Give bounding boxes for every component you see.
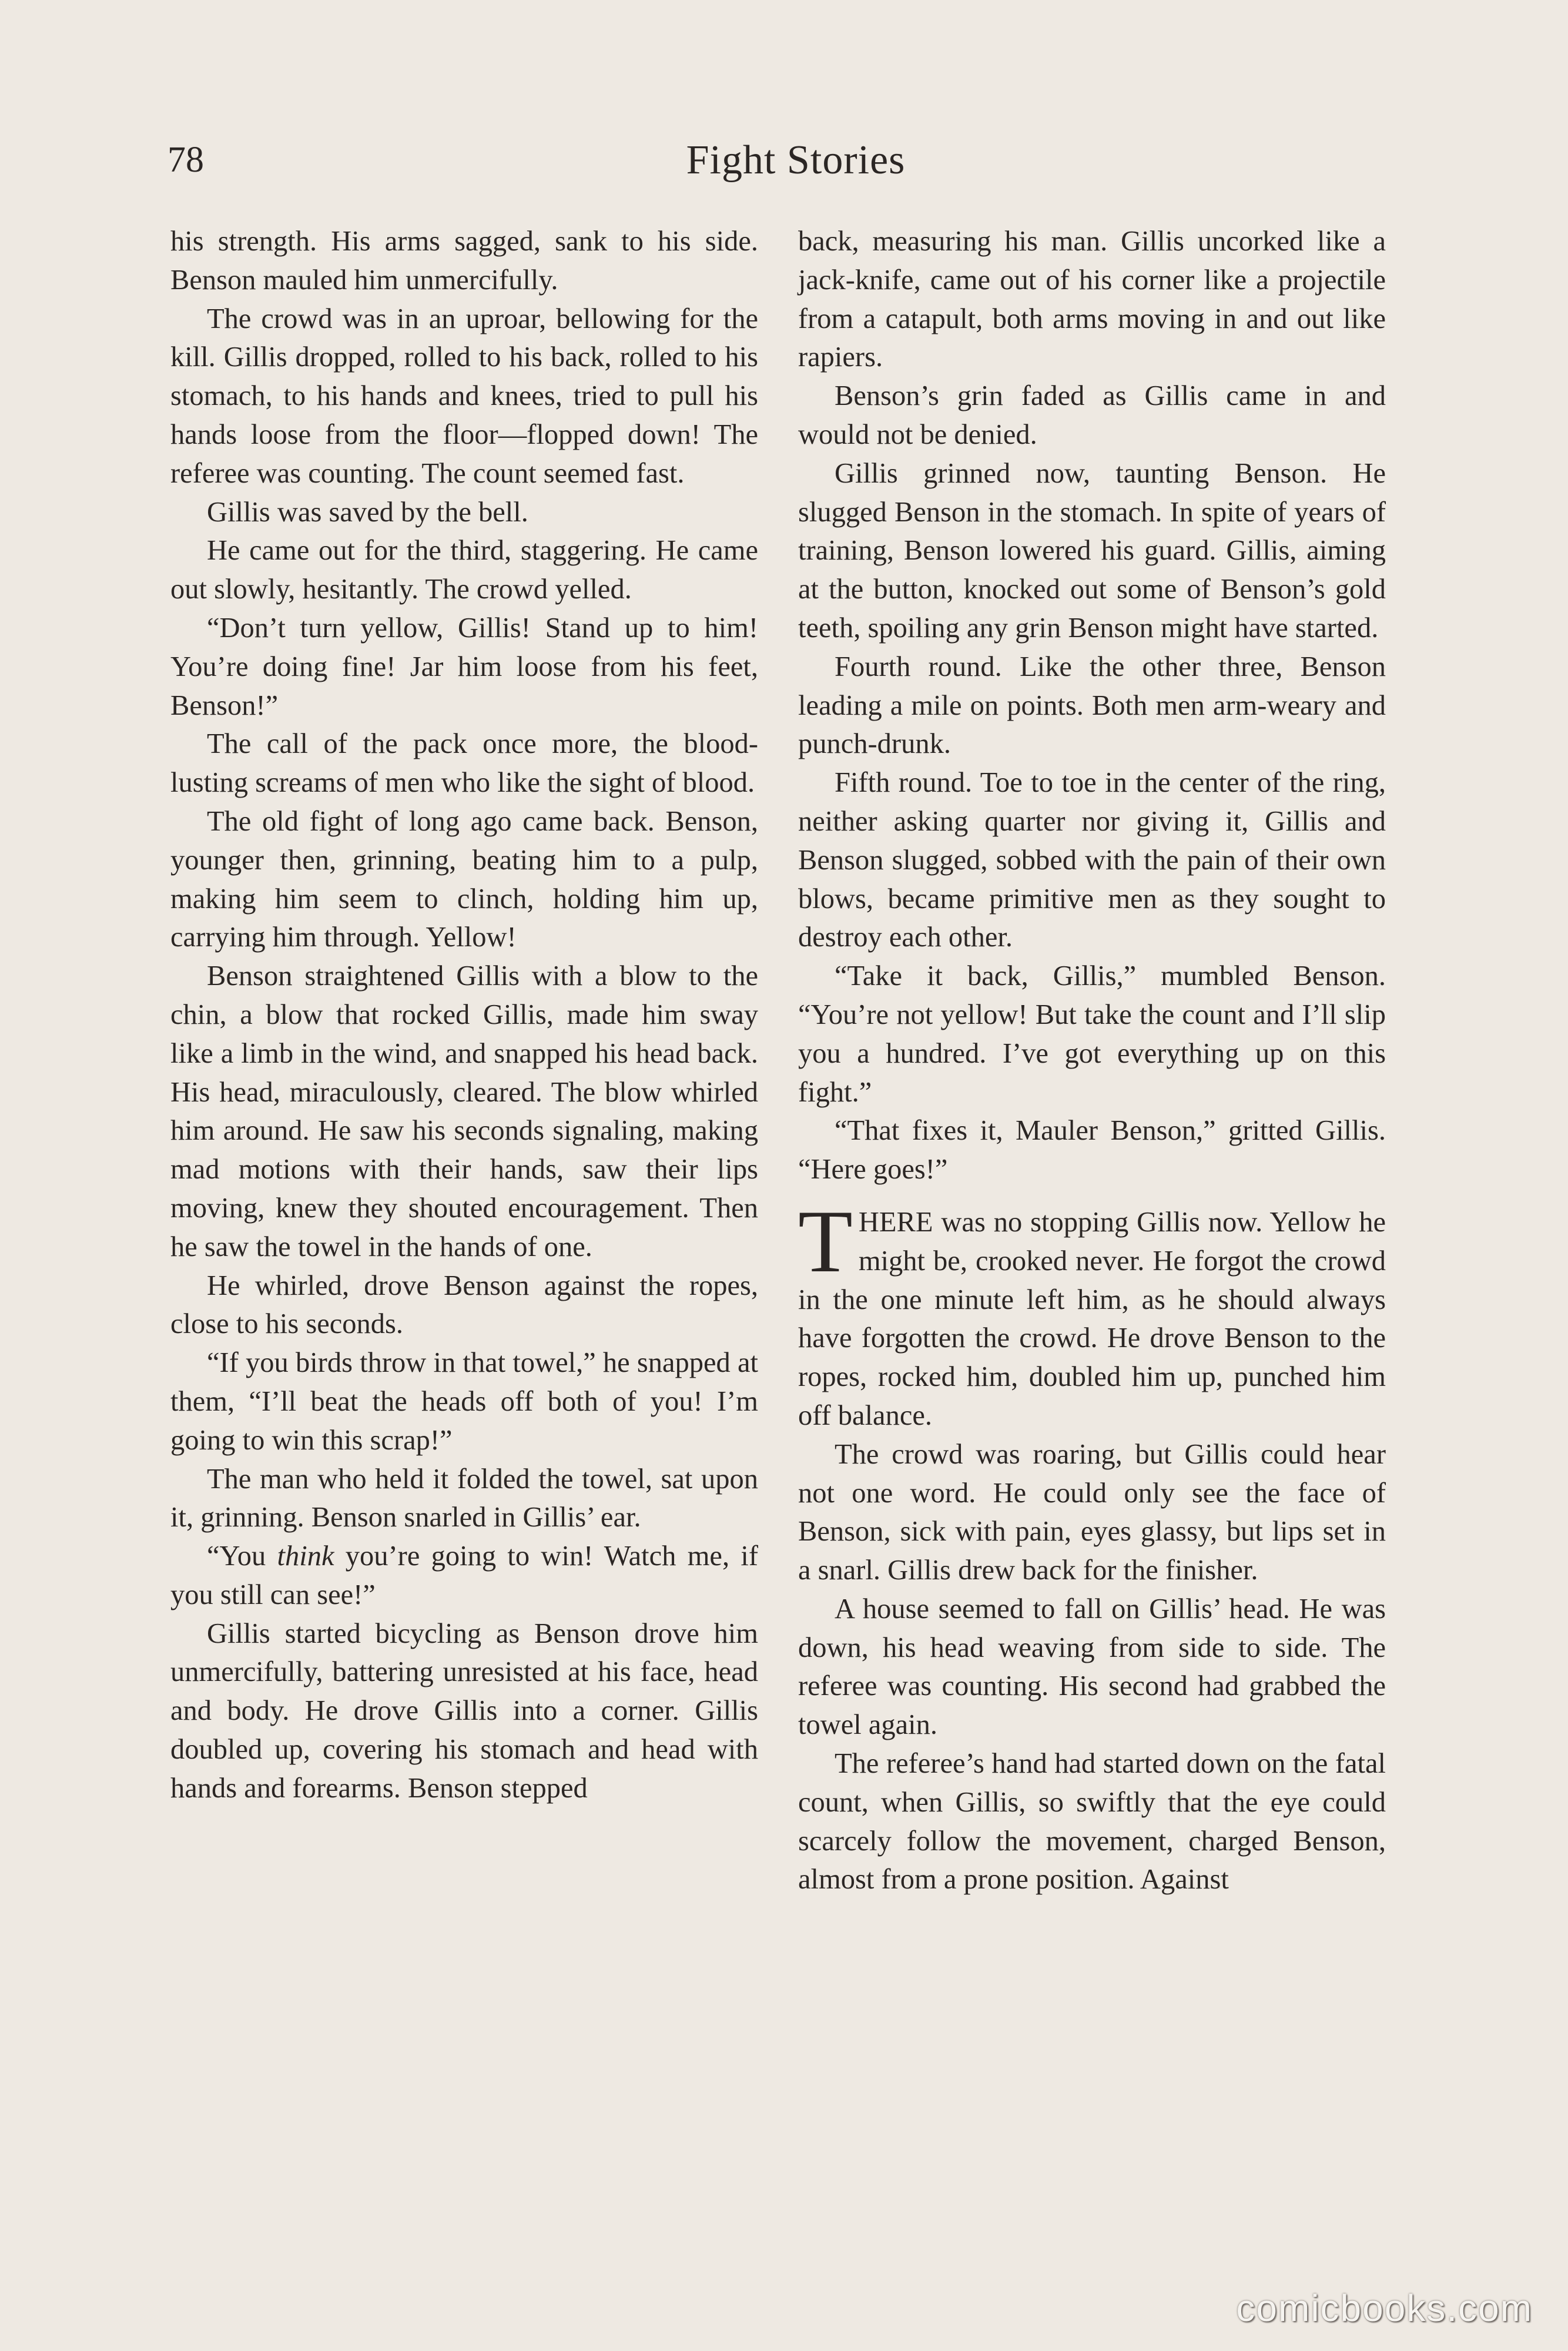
- page-number: 78: [167, 140, 204, 180]
- paragraph: back, measuring his man. Gillis uncorked like a jack-knife, came out of his corner like a projectile from a catapult, both arms moving in and out like rapiers.: [798, 226, 1386, 373]
- paragraph: Benson straightened Gillis with a blow to the chin, a blow that rocked Gillis, made him sway like a limb in the wind, and snapped his head back. His head, miraculously, cleared. The blow whirled him around. He saw his seconds signaling, making mad motions with their hands, saw their lips moving, knew they shouted encouragement. Then he saw the towel in the hands of one.: [170, 960, 758, 1262]
- paragraph: Fourth round. Like the other three, Benson leading a mile on points. Both men arm-weary and punch-drunk.: [798, 651, 1386, 760]
- quote-end: you’re going to win! Watch me, if you still can see!”: [170, 1540, 758, 1610]
- section-text: HERE was no stopping Gillis now. Yellow he might be, crooked never. He forgot the crowd in the one minute left him, as he should always have forgotten the crowd. He drove Benson to the ropes, rocked him, doubled him up, punched him off balance.: [798, 1206, 1386, 1431]
- emphasized-word: think: [277, 1540, 334, 1572]
- paragraph: Fifth round. Toe to toe in the center of the ring, neither asking quarter nor giving it, Gillis and Benson slugged, sobbed with the pain of their own blows, became primitive men as they sought to destroy each other.: [798, 767, 1386, 953]
- paragraph: “If you birds throw in that towel,” he snapped at them, “I’ll beat the heads off both of you! I’m going to win this scrap!”: [170, 1347, 758, 1456]
- paragraph: “Take it back, Gillis,” mumbled Benson. “You’re not yellow! But take the count and I’ll slip you a hundred. I’ve got everything up on this fight.”: [798, 960, 1386, 1108]
- paragraph: The call of the pack once more, the blood-lusting screams of men who like the sight of blood.: [170, 728, 758, 799]
- paragraph: “That fixes it, Mauler Benson,” gritted Gillis. “Here goes!”: [798, 1115, 1386, 1185]
- quote-start: “You: [207, 1540, 277, 1572]
- left-column: [170, 222, 758, 1808]
- paragraph: Benson’s grin faded as Gillis came in and would not be denied.: [798, 380, 1386, 450]
- paragraph: A house seemed to fall on Gillis’ head. He was down, his head weaving from side to side. The referee was counting. His second had grabbed the towel again.: [798, 1593, 1386, 1741]
- section-opening-paragraph: [798, 1191, 1386, 1435]
- paragraph: The crowd was roaring, but Gillis could hear not one word. He could only see the face of Benson, sick with pain, eyes glassy, but lips set in a snarl. Gillis drew back for the finisher.: [798, 1438, 1386, 1586]
- paragraph: Gillis started bicycling as Benson drove him unmercifully, battering unresisted at his face, head and body. He drove Gillis into a corner. Gillis doubled up, covering his stomach and head with hands and forearms. Benson stepped: [170, 1617, 758, 1804]
- watermark: comicbooks.com: [1236, 2287, 1533, 2329]
- paragraph: Gillis was saved by the bell.: [207, 496, 528, 528]
- paragraph: The man who held it folded the towel, sat upon it, grinning. Benson snarled in Gillis’ ear.: [170, 1463, 758, 1533]
- paragraph: The referee’s hand had started down on the fatal count, when Gillis, so swiftly that the eye could scarcely follow the movement, charged Benson, almost from a prone position. Against: [798, 1748, 1386, 1895]
- paragraph: The old fight of long ago came back. Benson, younger then, grinning, beating him to a pulp, making him seem to clinch, holding him up, carrying him through. Yellow!: [170, 805, 758, 953]
- paragraph: his strength. His arms sagged, sank to his side. Benson mauled him unmercifully.: [170, 226, 758, 296]
- paragraph: “Don’t turn yellow, Gillis! Stand up to him! You’re doing fine! Jar him loose from his feet, Benson!”: [170, 612, 758, 721]
- paragraph: He came out for the third, staggering. He came out slowly, hesitantly. The crowd yelled.: [170, 535, 758, 605]
- paragraph: [170, 1537, 758, 1615]
- running-head: Fight Stories: [686, 138, 906, 183]
- right-column: [798, 222, 1386, 1899]
- paragraph: The crowd was in an uproar, bellowing for the kill. Gillis dropped, rolled to his back, rolled to his stomach, to his hands and knees, tried to pull his hands loose from the floor—flopped down! The referee was counting. The count seemed fast.: [170, 303, 758, 489]
- paragraph: Gillis grinned now, taunting Benson. He slugged Benson in the stomach. In spite of years of training, Benson lowered his guard. Gillis, aiming at the button, knocked out some of Benson’s gold teeth, spoiling any grin Benson might have started.: [798, 457, 1386, 644]
- paragraph: He whirled, drove Benson against the ropes, close to his seconds.: [170, 1270, 758, 1340]
- drop-cap: T: [798, 1191, 853, 1291]
